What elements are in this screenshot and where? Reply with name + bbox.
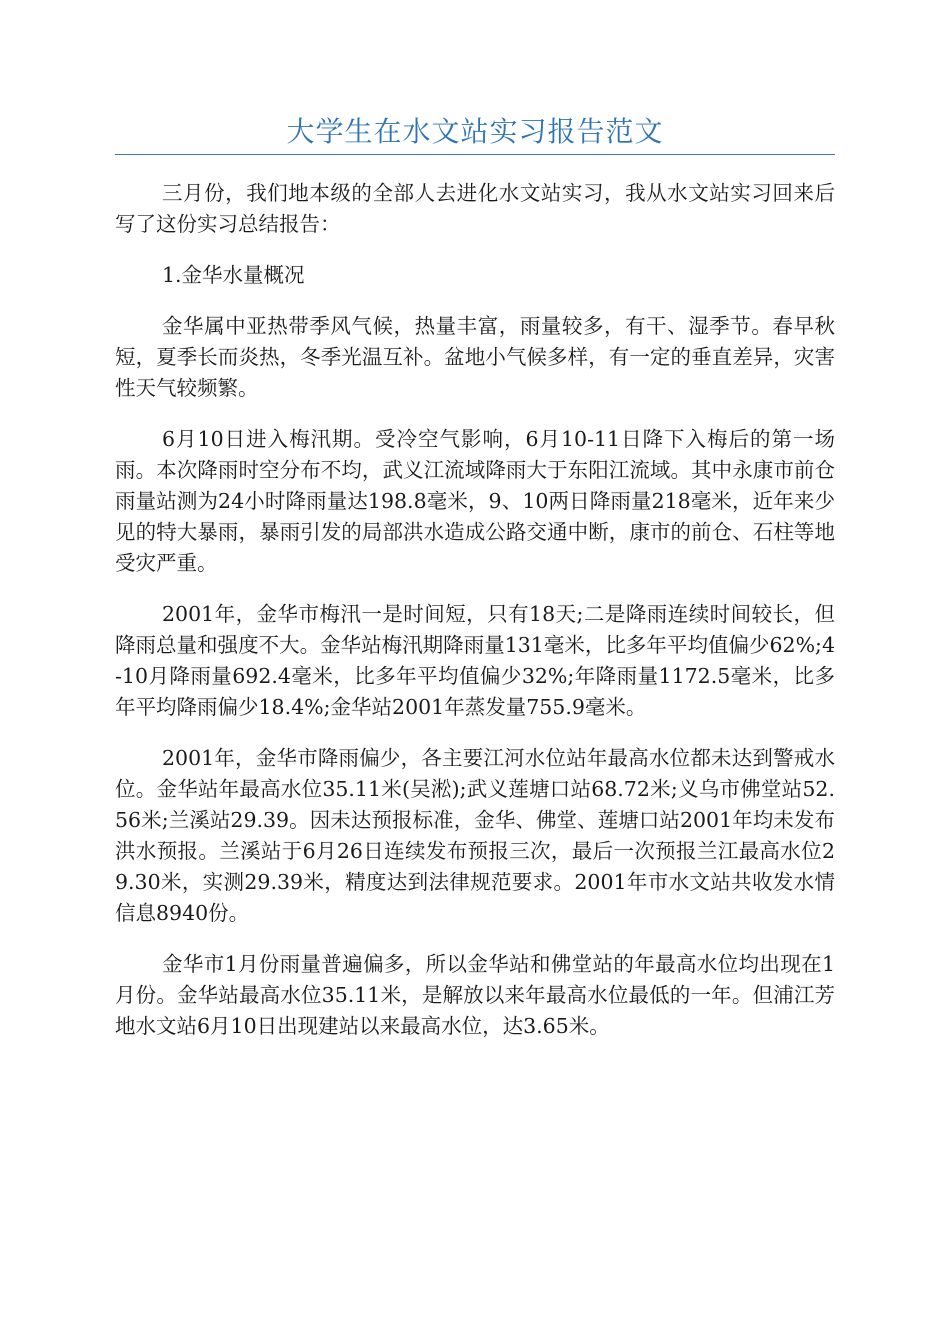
title-underline	[115, 154, 835, 155]
document-body	[115, 178, 835, 1062]
document-title: 大学生在水文站实习报告范文	[286, 115, 664, 148]
rainfall-paragraph: 6月10日进入梅汛期。受冷空气影响，6月10-11日降下入梅后的第一场雨。本次降雨时空分布不均，武义江流域降雨大于东阳江流域。其中永康市前仓雨量站测为24小时降雨量达198.8毫米，9、10两日降雨量218毫米，近年来少见的特大暴雨，暴雨引发的局部洪水造成公路交通中断，康市的前仓、石柱等地受灾严重。	[115, 427, 835, 575]
section-heading: 1.金华水量概况	[162, 263, 305, 287]
january-paragraph: 金华市1月份雨量普遍偏多，所以金华站和佛堂站的年最高水位均出现在1月份。金华站最高水位35.11米，是解放以来年最高水位最低的一年。但浦江芳地水文站6月10日出现建站以来最高水位，达3.65米。	[115, 952, 835, 1038]
intro-paragraph: 三月份，我们地本级的全部人去进化水文站实习，我从水文站实习回来后写了这份实习总结报告：	[115, 181, 835, 236]
water-level-paragraph: 2001年，金华市降雨偏少，各主要江河水位站年最高水位都未达到警戒水位。金华站年最高水位35.11米(吴淞);武义莲塘口站68.72米;义乌市佛堂站52.56米;兰溪站29.39。因未达预报标准，金华、佛堂、莲塘口站2001年均未发布洪水预报。兰溪站于6月26日连续发布预报三次，最后一次预报兰江最高水位29.30米，实测29.39米，精度达到法律规范要求。2001年市水文站共收发水情信息8940份。	[115, 746, 835, 925]
climate-paragraph: 金华属中亚热带季风气候，热量丰富，雨量较多，有干、湿季节。春早秋短，夏季长而炎热，冬季光温互补。盆地小气候多样，有一定的垂直差异，灾害性天气较频繁。	[115, 314, 835, 400]
flood-season-paragraph: 2001年，金华市梅汛一是时间短，只有18天;二是降雨连续时间较长，但降雨总量和强度不大。金华站梅汛期降雨量131毫米，比多年平均值偏少62%;4-10月降雨量692.4毫米，比多年平均值偏少32%;年降雨量1172.5毫米，比多年平均降雨偏少18.4%;金华站2001年蒸发量755.9毫米。	[115, 602, 835, 719]
